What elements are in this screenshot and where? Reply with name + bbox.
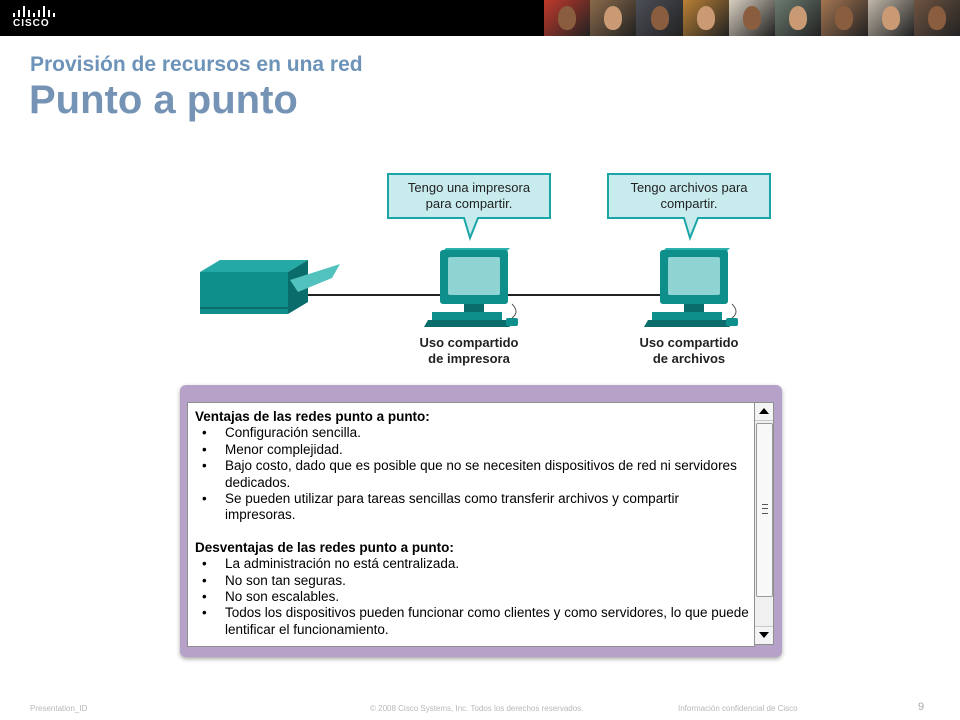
vertical-scrollbar[interactable] [754,402,774,645]
bubble-printer-line2: para compartir. [425,196,513,211]
info-panel [180,385,782,657]
person-photo-icon [882,6,900,30]
arrow-up-icon [759,408,769,414]
banner-photo [729,0,775,36]
speech-bubble-printer [388,174,550,238]
pc-file-sharing-icon [644,248,738,327]
banner-photo [636,0,682,36]
advantages-heading: Ventajas de las redes punto a punto: [195,409,430,424]
top-banner [0,0,960,36]
disadvantages-heading: Desventajas de las redes punto a punto: [195,539,454,555]
banner-photo [821,0,867,36]
pc-printer-sharing-icon [424,248,518,327]
person-photo-icon [651,6,669,30]
advantages-list [195,425,751,523]
person-photo-icon [697,6,715,30]
person-photo-icon [789,6,807,30]
banner-photo [868,0,914,36]
bubble-files-line1: Tengo archivos para [630,180,748,195]
list-item: • La administración no está centralizada. [202,556,460,572]
pc-printer-label: Uso compartido de impresora [419,335,519,366]
person-photo-icon [835,6,853,30]
person-photo-icon [604,6,622,30]
info-textbox[interactable] [187,402,755,647]
list-item: • No son tan seguras. [202,572,346,588]
banner-photo [775,0,821,36]
slide-title: Punto a punto [29,78,298,122]
person-photo-icon [743,6,761,30]
cisco-logo [12,5,56,31]
scroll-thumb[interactable] [756,423,773,597]
pc-files-label: Uso compartido de archivos [639,335,739,366]
slide-subtitle: Provisión de recursos en una red [30,53,363,76]
speech-bubble-files [608,174,770,238]
grip-icon [762,504,768,514]
banner-photo [683,0,729,36]
list-item: • Se pueden utilizar para tareas sencillas como transferir archivos y compartir impresoras. [202,491,679,523]
banner-photo [914,0,960,36]
arrow-down-icon [759,632,769,638]
list-item: • Menor complejidad. [202,441,343,457]
person-photo-icon [558,6,576,30]
bubble-printer-line1: Tengo una impresora [407,180,531,195]
list-item: • No son escalables. [202,589,340,605]
banner-photo-strip [544,0,960,36]
list-item: • Bajo costo, dado que es posible que no se necesiten dispositivos de red ni servidores dedicados. [202,458,737,490]
printer-icon [200,260,340,314]
cisco-bars-icon [12,5,56,17]
list-item: • Todos los dispositivos pueden funcionar como clientes y como servidores, lo que puede lentificar el funcionamiento. [202,605,749,637]
scroll-up-button[interactable] [755,403,773,421]
person-photo-icon [928,6,946,30]
peer-to-peer-diagram [180,160,800,380]
bubble-files-line2: compartir. [660,196,718,211]
disadvantages-list [195,556,751,638]
banner-photo [544,0,590,36]
footer-confidential: Información confidencial de Cisco [678,704,798,713]
page-number: 9 [918,701,925,713]
scroll-down-button[interactable] [755,626,773,644]
footer-copyright: © 2008 Cisco Systems, Inc. Todos los derechos reservados. [370,704,584,713]
cisco-wordmark: CISCO [13,18,50,29]
footer-presentation-id: Presentation_ID [30,704,88,713]
banner-photo [590,0,636,36]
list-item: • Configuración sencilla. [202,425,361,441]
